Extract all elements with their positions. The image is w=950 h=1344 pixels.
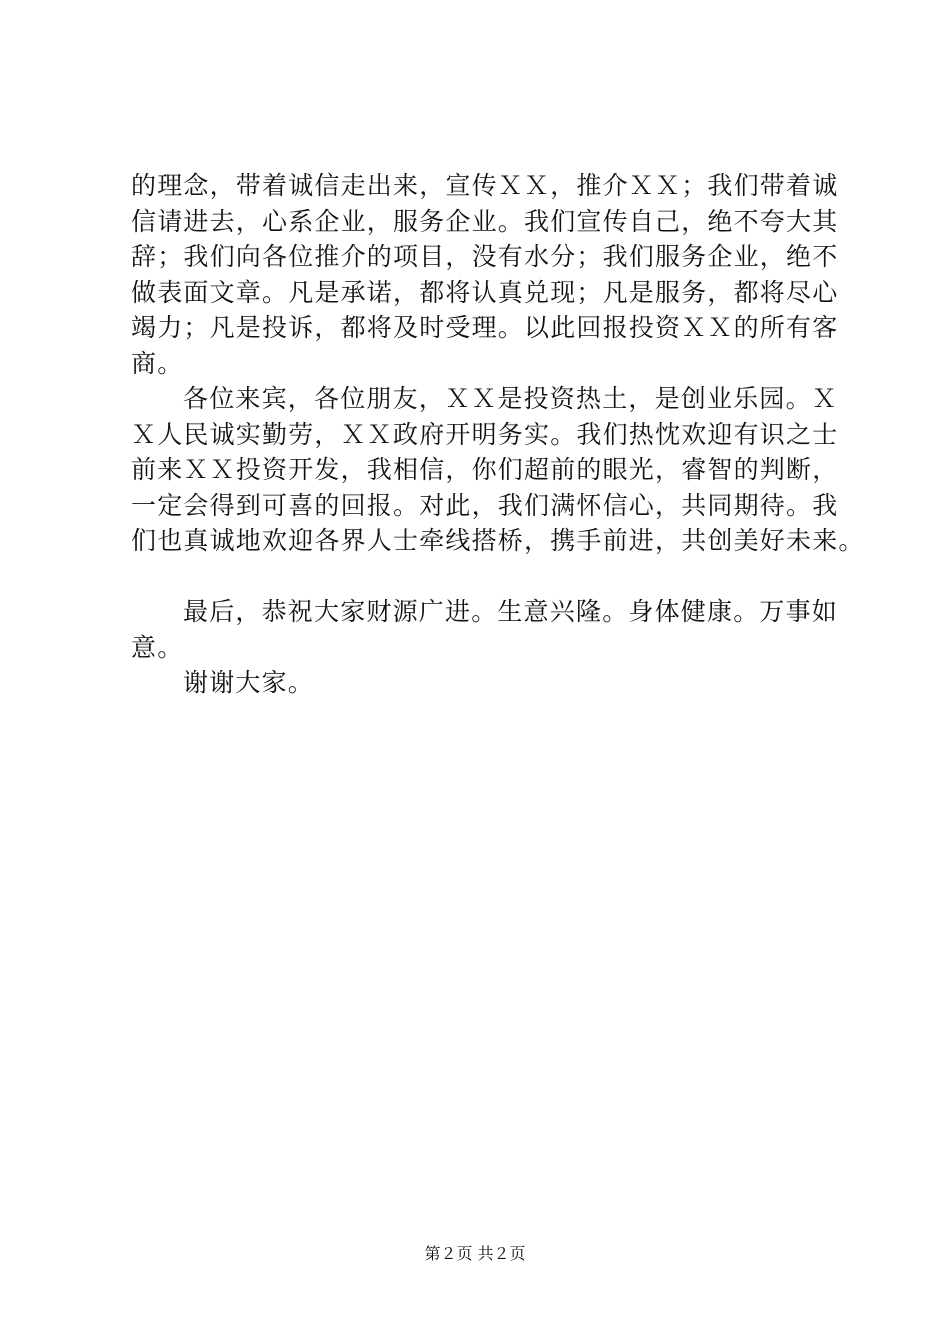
paragraph-line: Ｘ人民诚实勤劳，ＸＸ政府开明务实。我们热忱欢迎有识之士: [131, 419, 839, 449]
paragraph-line: 的理念，带着诚信走出来，宣传ＸＸ，推介ＸＸ；我们带着诚: [131, 171, 839, 200]
paragraph-line: 信请进去，心系企业，服务企业。我们宣传自己，绝不夸大其: [131, 206, 839, 236]
paragraph-line: 们也真诚地欢迎各界人士牵线搭桥，携手前进，共创美好未来。: [131, 526, 865, 555]
paragraph-line: 前来ＸＸ投资开发，我相信，你们超前的眼光，睿智的判断，: [131, 455, 839, 484]
paragraph-line: 意。: [131, 632, 184, 662]
paragraph-line: 竭力；凡是投诉，都将及时受理。以此回报投资ＸＸ的所有客: [131, 313, 839, 342]
paragraph-line: 各位来宾，各位朋友，ＸＸ是投资热土，是创业乐园。Ｘ: [183, 384, 839, 413]
paragraph-line: 一定会得到可喜的回报。对此，我们满怀信心，共同期待。我: [131, 490, 839, 520]
document-body: [131, 168, 865, 701]
paragraph-line: 谢谢大家。: [183, 668, 315, 697]
page-number-footer: 第２页 共２页: [424, 1244, 526, 1263]
paragraph-line: 做表面文章。凡是承诺，都将认真兑现；凡是服务，都将尽心: [131, 277, 839, 307]
paragraph-line: 最后，恭祝大家财源广进。生意兴隆。身体健康。万事如: [183, 597, 839, 626]
paragraph-gap: [131, 559, 851, 595]
paragraph-line: 商。: [131, 348, 184, 378]
paragraph-line: 辞；我们向各位推介的项目，没有水分；我们服务企业，绝不: [131, 242, 839, 271]
